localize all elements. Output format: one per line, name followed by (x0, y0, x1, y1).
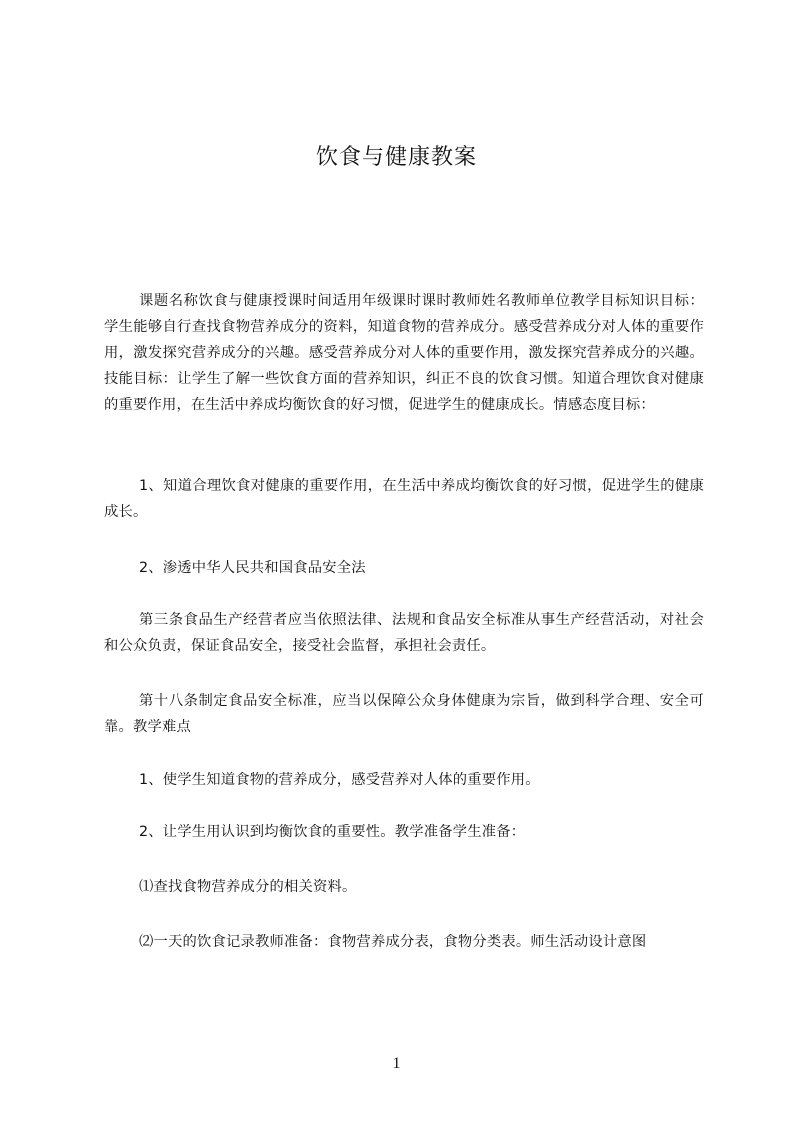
paragraph-difficulty-1: 1、使学生知道食物的营养成分，感受营养对人体的重要作用。 (139, 772, 540, 788)
paragraph-article-3: 第三条食品生产经营者应当依照法律、法规和食品安全标准从事生产经营活动，对社会和公众负责，保证食品安全，接受社会监督，承担社会责任。 (104, 612, 704, 654)
page-number: 1 (392, 1055, 401, 1072)
paragraph-objectives: 课题名称饮食与健康授课时间适用年级课时课时教师姓名教师单位教学目标知识目标：学生能够自行查找食物营养成分的资料，知道食物的营养成分。感受营养成分对人体的重要作用，激发探究营养成分的兴趣。感受营养成分对人体的重要作用，激发探究营养成分的兴趣。技能目标：让学生了解一些饮食方面的营养知识，纠正不良的饮食习惯。知道合理饮食对健康的重要作用，在生活中养成均衡饮食的好习惯，促进学生的健康成长。情感态度目标： (104, 293, 704, 413)
paragraph-article-18: 第十八条制定食品安全标准，应当以保障公众身体健康为宗旨，做到科学合理、安全可靠。教学难点 (104, 693, 704, 735)
paragraph-prep-2: ⑵一天的饮食记录教师准备：食物营养成分表，食物分类表。师生活动设计意图 (139, 934, 647, 950)
paragraph-difficulty-2: 2、让学生用认识到均衡饮食的重要性。教学准备学生准备： (139, 824, 526, 840)
paragraph-prep-1: ⑴查找食物营养成分的相关资料。 (139, 879, 357, 895)
paragraph-item-1: 1、知道合理饮食对健康的重要作用，在生活中养成均衡饮食的好习惯，促进学生的健康成长。 (104, 478, 704, 520)
paragraph-item-2: 2、渗透中华人民共和国食品安全法 (139, 560, 366, 576)
document-title: 饮食与健康教案 (315, 145, 477, 170)
